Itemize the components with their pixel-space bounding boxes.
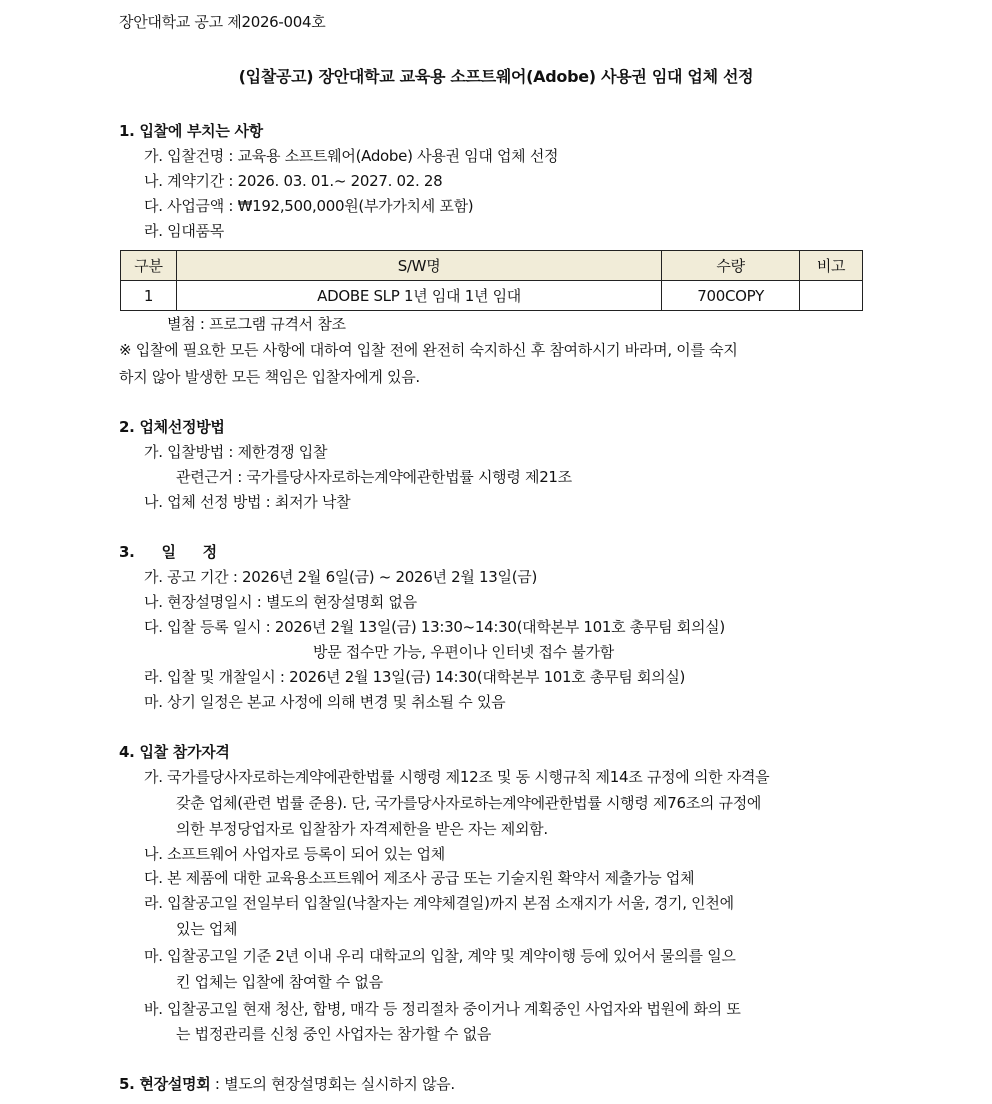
col-header-category: 구분 [121,251,177,281]
cell-remarks [800,281,863,311]
s4-item-ra-line-2: 있는 업체 [176,920,238,938]
section-5 [119,1073,455,1095]
s1-notice-line-1: ※ 입찰에 필요한 모든 사항에 대하여 입찰 전에 완전히 숙지하신 후 참여하시기 바라며, 이를 숙지 [119,341,738,359]
s3-item-na: 나. 현장설명일시 : 별도의 현장설명회 없음 [144,593,417,611]
s1-notice-line-2: 하지 않아 발생한 모든 책임은 입찰자에게 있음. [119,368,420,386]
s1-item-da: 다. 사업금액 : ₩192,500,000원(부가가치세 포함) [144,197,474,215]
col-header-quantity: 수량 [662,251,800,281]
s4-item-ma-line-1: 마. 입찰공고일 기준 2년 이내 우리 대학교의 입찰, 계약 및 계약이행 등에 있어서 물의를 일으 [144,947,736,965]
s1-item-ga: 가. 입찰건명 : 교육용 소프트웨어(Adobe) 사용권 임대 업체 선정 [144,147,559,165]
s3-item-ra: 라. 입찰 및 개찰일시 : 2026년 2월 13일(금) 14:30(대학본부 101호 총무팀 회의실) [144,668,686,686]
rental-items-table [120,250,863,311]
cell-category: 1 [121,281,177,311]
s4-item-ra-line-1: 라. 입찰공고일 전일부터 입찰일(낙찰자는 계약체결일)까지 본점 소재지가 서울, 경기, 인천에 [144,894,734,912]
s3-item-da-note: 방문 접수만 가능, 우편이나 인터넷 접수 불가함 [313,643,614,661]
cell-sw-name: ADOBE SLP 1년 임대 1년 임대 [176,281,661,311]
s1-item-ra: 라. 임대품목 [144,222,224,240]
section-2-heading: 2. 업체선정방법 [119,418,225,436]
col-header-remarks: 비고 [800,251,863,281]
s2-item-ga: 가. 입찰방법 : 제한경쟁 입찰 [144,443,328,461]
s3-item-ga: 가. 공고 기간 : 2026년 2월 6일(금) ~ 2026년 2월 13일(금) [144,568,538,586]
s4-item-da: 다. 본 제품에 대한 교육용소프트웨어 제조사 공급 또는 기술지원 확약서 제출가능 업체 [144,869,695,887]
s4-item-ma-line-2: 킨 업체는 입찰에 참여할 수 없음 [176,973,383,991]
section-1-heading: 1. 입찰에 부치는 사항 [119,122,263,140]
s4-item-ba-line-1: 바. 입찰공고일 현재 청산, 합병, 매각 등 정리절차 중이거나 계획중인 사업자와 법원에 화의 또 [144,1000,741,1018]
s4-item-na: 나. 소프트웨어 사업자로 등록이 되어 있는 업체 [144,845,445,863]
table-header-row [121,251,863,281]
s2-item-ga-basis: 관련근거 : 국가를당사자로하는계약에관한법률 시행령 제21조 [176,468,572,486]
s3-item-da: 다. 입찰 등록 일시 : 2026년 2월 13일(금) 13:30~14:30(대학본부 101호 총무팀 회의실) [144,618,725,636]
table-row [121,281,863,311]
section-3-heading: 3. 일 정 [119,543,217,561]
s1-item-na: 나. 계약기간 : 2026. 03. 01.~ 2027. 02. 28 [144,172,443,190]
s2-item-na: 나. 업체 선정 방법 : 최저가 낙찰 [144,493,351,511]
s4-item-ba-line-2: 는 법정관리를 신청 중인 사업자는 참가할 수 없음 [176,1025,492,1043]
col-header-sw-name: S/W명 [176,251,661,281]
section-4-heading: 4. 입찰 참가자격 [119,743,230,761]
s4-item-ga-line-2: 갖춘 업체(관련 법률 준용). 단, 국가를당사자로하는계약에관한법률 시행령 제76조의 규정에 [176,794,762,812]
cell-quantity: 700COPY [662,281,800,311]
s4-item-ga-line-3: 의한 부정당업자로 입찰참가 자격제한을 받은 자는 제외함. [176,820,548,838]
s4-item-ga-line-1: 가. 국가를당사자로하는계약에관한법률 시행령 제12조 및 동 시행규칙 제14조 규정에 의한 자격을 [144,768,770,786]
section-5-heading: 5. 현장설명회 [119,1075,211,1093]
s3-item-ma: 마. 상기 일정은 본교 사정에 의해 변경 및 취소될 수 있음 [144,693,506,711]
s1-attachment-note: 별첨 : 프로그램 규격서 참조 [167,315,346,333]
doc-title: (입찰공고) 장안대학교 교육용 소프트웨어(Adobe) 사용권 임대 업체 선정 [238,67,754,86]
section-5-text: : 별도의 현장설명회는 실시하지 않음. [210,1075,455,1093]
doc-number: 장안대학교 공고 제2026-004호 [119,13,326,31]
